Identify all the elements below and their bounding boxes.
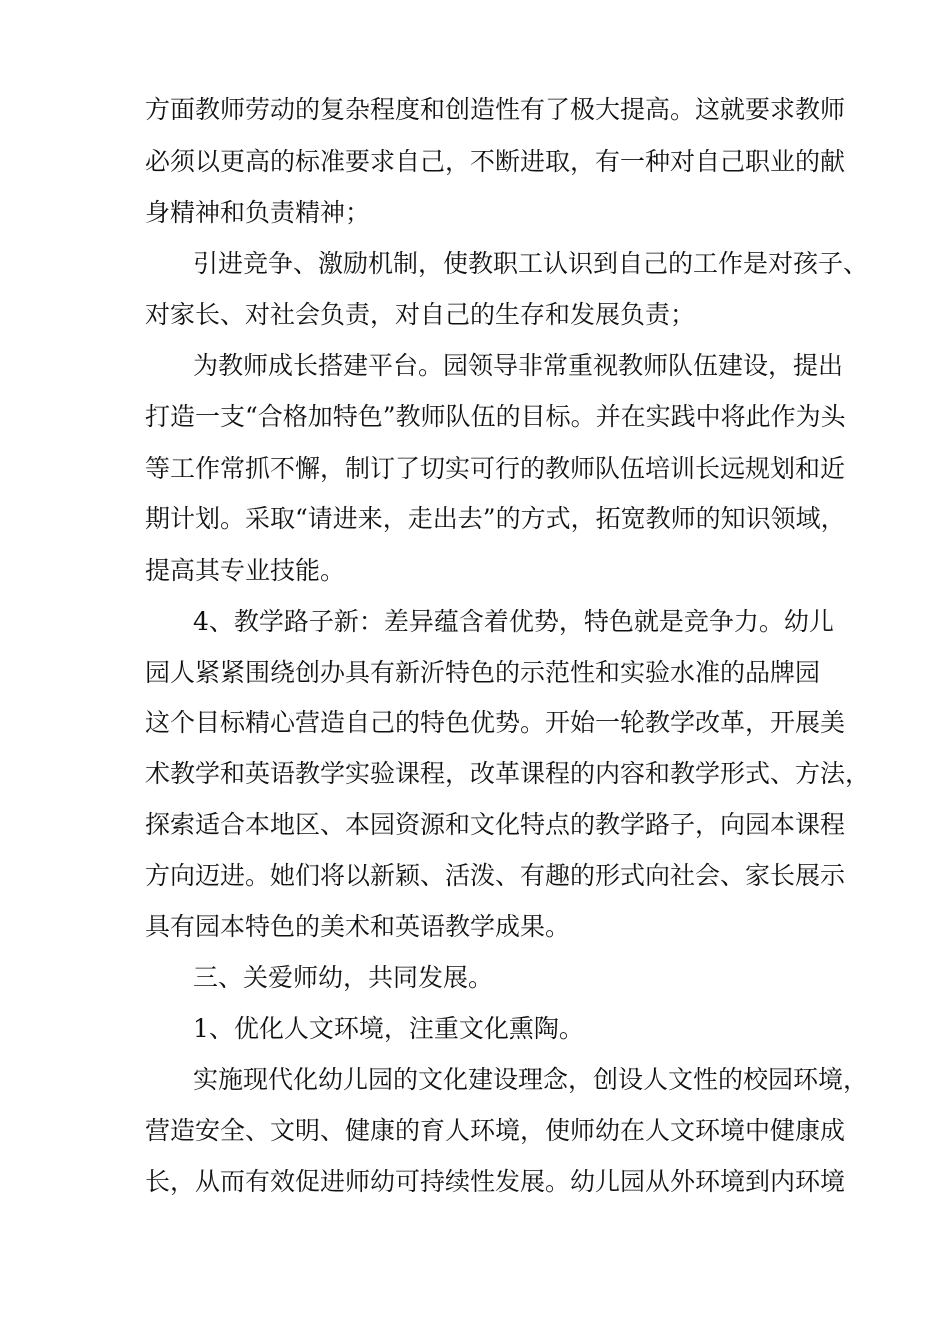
subsection-heading: 1、优化人文环境，注重文化熏陶。 [193,1014,584,1043]
text-line: 园人紧紧围绕创办具有新沂特色的示范性和实验水准的品牌园 [145,658,821,687]
text-line: 营造安全、文明、健康的育人环境，使师幼在人文环境中健康成 [145,1116,846,1145]
text-line: 实施现代化幼儿园的文化建设理念，创设人文性的校园环境， [193,1065,869,1094]
text-line: 打造一支“合格加特色”教师队伍的目标。并在实践中将此作为头 [145,402,846,431]
text-line: 等工作常抓不懈，制订了切实可行的教师队伍培训长远规划和近 [145,454,846,483]
text-line: 必须以更高的标准要求自己，不断进取，有一种对自己职业的献 [145,147,846,176]
text-line: 方面教师劳动的复杂程度和创造性有了极大提高。这就要求教师 [145,95,846,124]
text-line: 这个目标精心营造自己的特色优势。开始一轮教学改革，开展美 [145,708,846,737]
text-line: 期计划。采取“请进来，走出去”的方式，拓宽教师的知识领域， [145,504,846,533]
text-line: 身精神和负责精神； [145,198,371,227]
text-line: 4、教学路子新：差异蕴含着优势，特色就是竞争力。幼儿 [193,607,834,636]
text-line: 为教师成长搭建平台。园领导非常重视教师队伍建设，提出 [193,351,844,380]
text-line: 探索适合本地区、本园资源和文化特点的教学路子，向园本课程 [145,810,846,839]
text-line: 术教学和英语教学实验课程，改革课程的内容和教学形式、方法， [145,759,871,788]
text-line: 对家长、对社会负责，对自己的生存和发展负责； [145,300,696,329]
text-line: 方向迈进。她们将以新颖、活泼、有趣的形式向社会、家长展示 [145,861,846,890]
text-line: 引进竞争、激励机制，使教职工认识到自己的工作是对孩子、 [193,249,869,278]
text-line: 提高其专业技能。 [145,556,346,585]
text-line: 具有园本特色的美术和英语教学成果。 [145,912,571,941]
text-line: 长，从而有效促进师幼可持续性发展。幼儿园从外环境到内环境 [145,1167,846,1196]
section-heading: 三、关爱师幼，共同发展。 [193,963,494,992]
